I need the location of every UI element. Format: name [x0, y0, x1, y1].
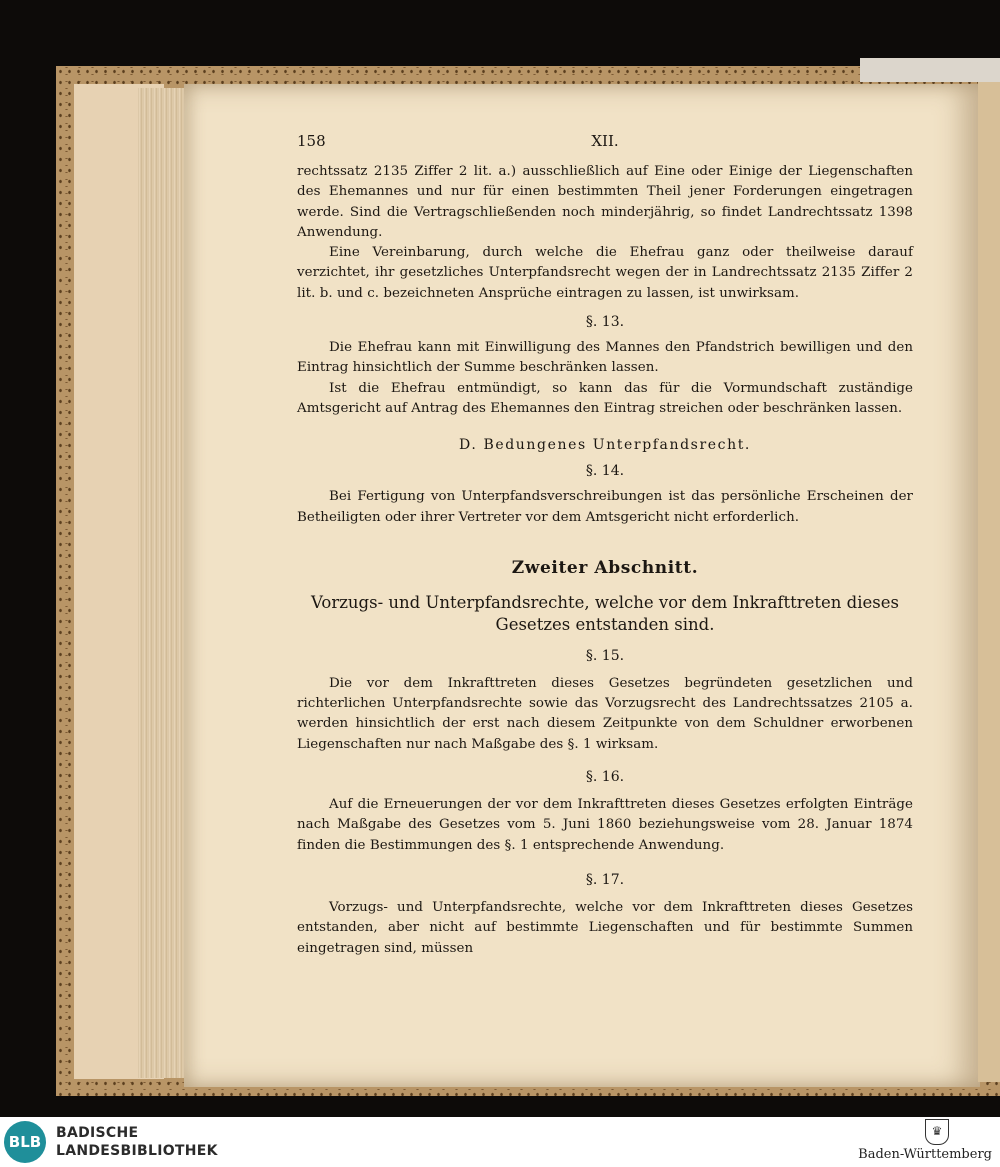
part-title: Vorzugs- und Unterpfandsrechte, welche vor dem Inkrafttreten dieses Gesetzes entstanden sind. — [311, 592, 899, 634]
blb-logo[interactable]: BLB — [4, 1121, 46, 1163]
section-heading: §. 14. — [585, 463, 625, 480]
subsection-heading: D. Bedungenes Unterpfandsrecht. — [459, 437, 751, 454]
right-page-edge — [978, 82, 1000, 1082]
paragraph: Bei Fertigung von Unterpfandsverschreibungen ist das persönliche Erscheinen der Betheiligten oder ihrer Vertreter vor dem Amtsgericht nicht erforderlich. — [297, 489, 913, 525]
page-text — [297, 132, 913, 959]
paragraph: Ist die Ehefrau entmündigt, so kann das für die Vormundschaft zuständige Amtsgericht auf Antrag des Ehemannes den Eintrag streichen oder beschränken lassen. — [297, 380, 913, 416]
paragraph: Die vor dem Inkrafttreten dieses Gesetzes begründeten gesetzlichen und richterlichen Unterpfandsrechte sowie das Vorzugsrecht des Landrechtssatzes 2105 a. werden hinsichtlich der erst nach diesem Zeitpunkte von dem Schuldner erworbenen Liegenschaften nur nach Maßgabe des §. 1 wirksam. — [297, 675, 913, 752]
library-name-line1: BADISCHE — [56, 1125, 139, 1141]
part-heading: Zweiter Abschnitt. — [511, 557, 699, 578]
state-label: Baden-Württemberg — [858, 1147, 992, 1162]
paragraph: Eine Vereinbarung, durch welche die Ehefrau ganz oder theilweise darauf verzichtet, ihr gesetzliches Unterpfandsrecht wegen der in Landrechtssatz 2135 Ziffer 2 lit. b. und c. bezeichneten Ansprüche eintragen zu lassen, ist unwirksam. — [297, 245, 913, 301]
chapter-number: XII. — [591, 132, 619, 150]
page-header — [297, 132, 913, 162]
section-heading: §. 15. — [585, 647, 625, 664]
top-paper-strip — [860, 58, 1000, 82]
section-heading: §. 16. — [585, 769, 625, 786]
paragraph: Vorzugs- und Unterpfandsrechte, welche vor dem Inkrafttreten dieses Gesetzes entstanden, aber nicht auf bestimmte Liegenschaften und für bestimmte Summen eingetragen sind, müssen — [297, 899, 913, 956]
section-heading: §. 13. — [585, 314, 625, 331]
paragraph: rechtssatz 2135 Ziffer 2 lit. a.) ausschließlich auf Eine oder Einige der Liegenschaften des Ehemannes und nur für einen bestimmten Theil jener Forderungen eingetragen werde. Sind die Vertragschließenden noch minderjährig, so findet Landrechtssatz 1398 Anwendung. — [297, 164, 913, 240]
library-footer — [0, 1117, 1000, 1167]
library-name — [56, 1124, 218, 1160]
library-name-line2: LANDESBIBLIOTHEK — [56, 1143, 218, 1159]
paragraph: Auf die Erneuerungen der vor dem Inkrafttreten dieses Gesetzes erfolgten Einträge nach Maßgabe des Gesetzes vom 5. Juni 1860 beziehungsweise vom 28. Januar 1874 finden die Bestimmungen des §. 1 entsprechende Anwendung. — [297, 797, 913, 853]
page-edges — [138, 88, 184, 1078]
page-number: 158 — [297, 132, 326, 150]
section-heading: §. 17. — [585, 871, 625, 888]
coat-of-arms-icon: ♛ — [925, 1119, 949, 1145]
paragraph: Die Ehefrau kann mit Einwilligung des Mannes den Pfandstrich bewilligen und den Eintrag hinsichtlich der Summe beschränken lassen. — [297, 340, 913, 376]
